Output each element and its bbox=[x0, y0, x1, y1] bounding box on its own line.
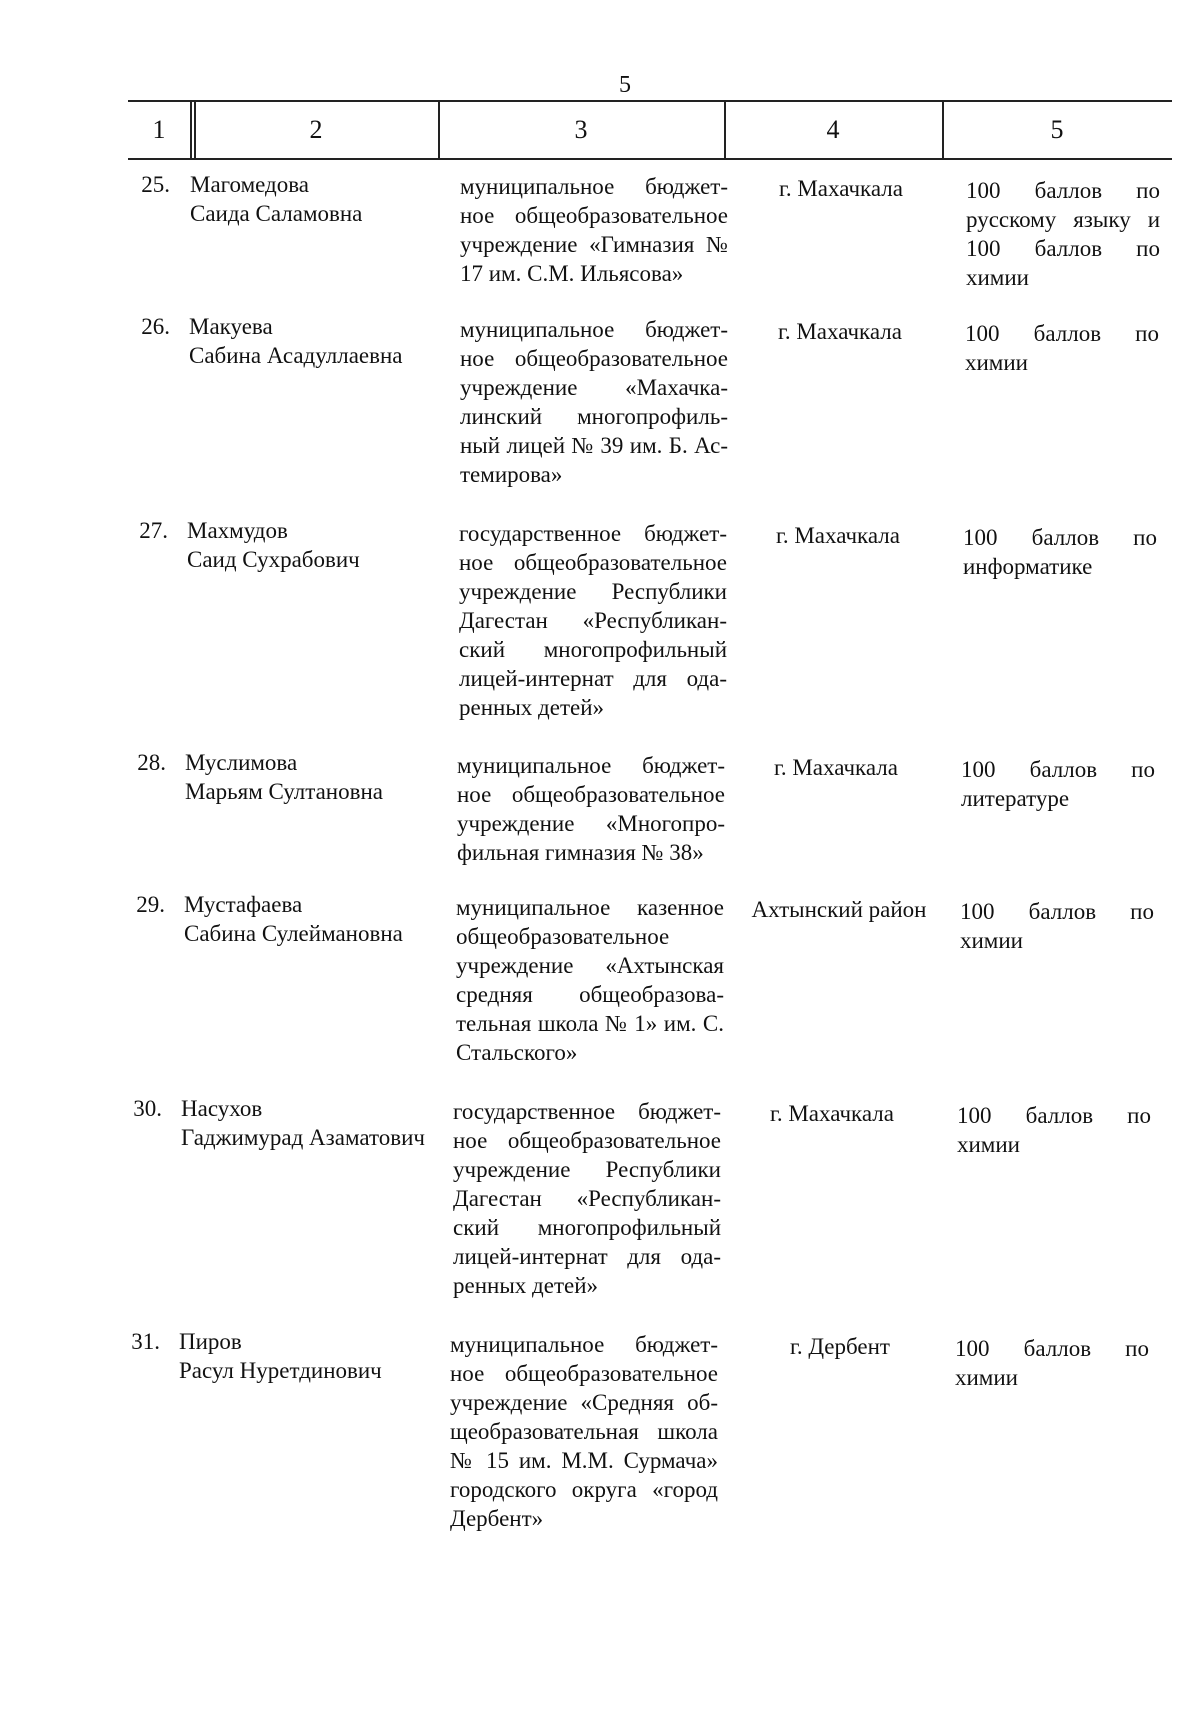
location: г. Махачкала bbox=[778, 319, 902, 344]
school-name: муниципальное бюджет-ное общеобразовательное учреждение «Средняя об-щеобразовательная школа № 15 им. М.М. Сурмача» городского округа «город Дербент» bbox=[450, 1332, 718, 1531]
location: г. Махачкала bbox=[776, 523, 900, 548]
given-names: Расул Нуретдинович bbox=[179, 1358, 382, 1383]
school-name: муниципальное казенное общеобразовательное учреждение «Ахтынская средняя общеобразова-тельная школа № 1» им. С. Стальского» bbox=[456, 895, 724, 1065]
person-name bbox=[181, 1094, 431, 1152]
location: г. Махачкала bbox=[774, 755, 898, 780]
header-col-4: 4 bbox=[826, 115, 840, 144]
score: 100 баллов по химии bbox=[960, 899, 1154, 953]
person-name bbox=[184, 890, 434, 948]
surname: Муслимова bbox=[185, 750, 298, 775]
given-names: Марьям Султановна bbox=[185, 779, 383, 804]
given-names: Саида Саламовна bbox=[190, 201, 363, 226]
location: г. Махачкала bbox=[779, 176, 903, 201]
given-names: Саид Сухрабович bbox=[187, 547, 360, 572]
score: 100 баллов по химии bbox=[955, 1336, 1149, 1390]
header-divider bbox=[190, 102, 192, 158]
location: г. Махачкала bbox=[770, 1101, 894, 1126]
row-number: 29. bbox=[136, 892, 165, 917]
surname: Махмудов bbox=[187, 518, 288, 543]
score: 100 баллов по химии bbox=[957, 1103, 1151, 1157]
person-name bbox=[189, 312, 439, 370]
school-name: муниципальное бюджет-ное общеобразовательное учреждение «Махачка-линский многопрофиль-ный лицей № 39 им. Б. Ас-темирова» bbox=[460, 317, 728, 487]
location: Ахтынский район bbox=[751, 897, 927, 922]
surname: Макуева bbox=[189, 314, 273, 339]
score: 100 баллов по информатике bbox=[963, 525, 1157, 579]
row-number: 26. bbox=[141, 314, 170, 339]
school-name: муниципальное бюджет-ное общеобразовательное учреждение «Многопро-фильная гимназия № 38» bbox=[457, 753, 725, 865]
person-name bbox=[187, 516, 437, 574]
score: 100 баллов по химии bbox=[965, 321, 1159, 375]
row-number: 27. bbox=[139, 518, 168, 543]
person-name bbox=[179, 1327, 429, 1385]
row-number: 25. bbox=[141, 172, 170, 197]
given-names: Гаджимурад Азаматович bbox=[181, 1125, 425, 1150]
surname: Пиров bbox=[179, 1329, 242, 1354]
person-name bbox=[190, 170, 440, 228]
score: 100 баллов по русскому языку и 100 баллов по химии bbox=[966, 178, 1160, 290]
score: 100 баллов по литературе bbox=[961, 757, 1155, 811]
school-name: государственное бюджет-ное общеобразовательное учреждение Республики Дагестан «Республикан-ский многопрофильный лицей-интернат для ода-ренных детей» bbox=[459, 521, 727, 720]
person-name bbox=[185, 748, 435, 806]
page-number: 5 bbox=[619, 72, 631, 98]
surname: Магомедова bbox=[190, 172, 310, 197]
header-col-3: 3 bbox=[574, 115, 588, 144]
row-number: 31. bbox=[131, 1329, 160, 1354]
row-number: 30. bbox=[133, 1096, 162, 1121]
header-col-5: 5 bbox=[1050, 115, 1064, 144]
given-names: Сабина Асадуллаевна bbox=[189, 343, 403, 368]
header-col-2: 2 bbox=[309, 115, 323, 144]
surname: Мустафаева bbox=[184, 892, 303, 917]
table-header bbox=[128, 100, 1172, 160]
school-name: муниципальное бюджет-ное общеобразовательное учреждение «Гимназия № 17 им. С.М. Ильясова» bbox=[460, 174, 728, 286]
row-number: 28. bbox=[137, 750, 166, 775]
location: г. Дербент bbox=[790, 1334, 890, 1359]
given-names: Сабина Сулеймановна bbox=[184, 921, 403, 946]
header-col-1: 1 bbox=[152, 115, 166, 144]
surname: Насухов bbox=[181, 1096, 263, 1121]
school-name: государственное бюджет-ное общеобразовательное учреждение Республики Дагестан «Республикан-ский многопрофильный лицей-интернат для ода-ренных детей» bbox=[453, 1099, 721, 1298]
